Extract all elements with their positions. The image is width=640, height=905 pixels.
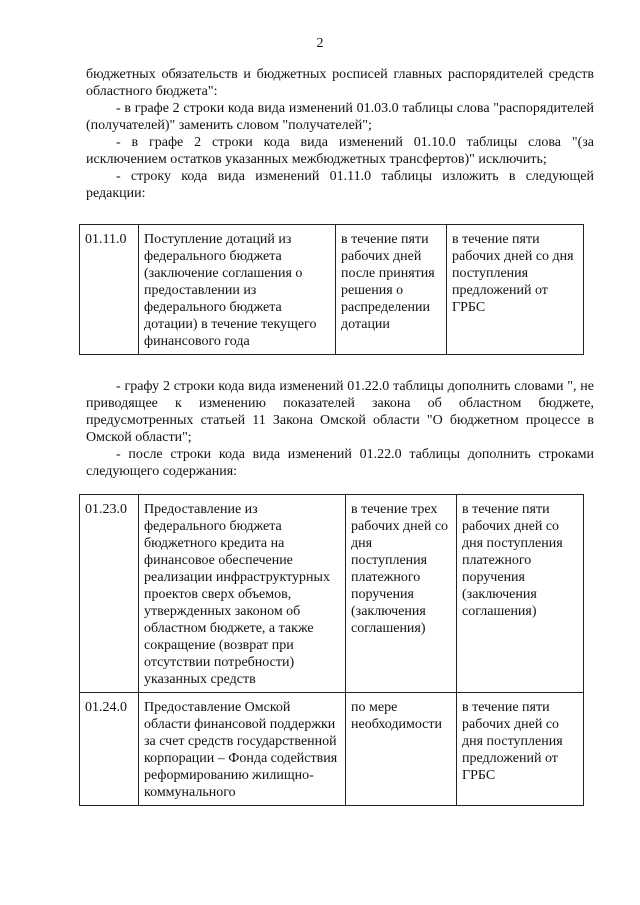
term1-cell: в течение пяти рабочих дней после принятия решения о распределении дотации <box>336 225 447 355</box>
name-cell: Предоставление из федерального бюджета бюджетного кредита на финансовое обеспечение реализации инфраструктурных проектов сверх объемов, утвержденных законом об областном бюджете, а также сокращение (возврат при отсутствии потребности) указанных средств <box>139 495 346 693</box>
paragraph-continuation: бюджетных обязательств и бюджетных росписей главных распорядителей средств областного бюджета": <box>86 67 594 99</box>
table-row <box>80 495 584 693</box>
term2-cell: в течение пяти рабочих дней со дня поступления предложений от ГРБС <box>457 693 584 806</box>
name-cell: Поступление дотаций из федерального бюджета (заключение соглашения о предоставлении из федерального бюджета дотации) в течение текущего финансового года <box>139 225 336 355</box>
paragraph-item-01-03 <box>86 100 594 134</box>
term2-cell: в течение пяти рабочих дней со дня поступления предложений от ГРБС <box>447 225 584 355</box>
paragraph-text: - графу 2 строки кода вида изменений 01.22.0 таблицы дополнить словами ", не приводящее к изменению показателей закона об областном бюджете, предусмотренных статьей 11 Закона Омской области "О бюджетном процессе в Омской области"; <box>86 379 594 445</box>
paragraph-item-01-11 <box>86 168 594 202</box>
name-cell: Предоставление Омской области финансовой поддержки за счет средств государственной корпорации – Фонда содействия реформированию жилищно-коммунального <box>139 693 346 806</box>
table-01-11 <box>79 224 584 355</box>
table-01-23-01-24 <box>79 494 584 806</box>
code-cell: 01.24.0 <box>80 693 139 806</box>
term1-cell: в течение трех рабочих дней со дня поступления платежного поручения (заключения соглашения) <box>346 495 457 693</box>
paragraph-item-01-22 <box>86 378 594 446</box>
page-number: 2 <box>316 36 324 51</box>
paragraph-item-after-01-22 <box>86 446 594 480</box>
term2-cell: в течение пяти рабочих дней со дня поступления платежного поручения (заключения соглашения) <box>457 495 584 693</box>
table-row <box>80 225 584 355</box>
paragraph-item-01-10 <box>86 134 594 168</box>
code-cell: 01.23.0 <box>80 495 139 693</box>
term1-cell: по мере необходимости <box>346 693 457 806</box>
table-row <box>80 693 584 806</box>
paragraph-text: - после строки кода вида изменений 01.22.0 таблицы дополнить строками следующего содержания: <box>86 447 594 479</box>
paragraph-text: - строку кода вида изменений 01.11.0 таблицы изложить в следующей редакции: <box>86 169 594 201</box>
paragraph-text: - в графе 2 строки кода вида изменений 01.03.0 таблицы слова "распорядителей (получателей)" заменить словом "получателей"; <box>86 101 594 133</box>
code-cell: 01.11.0 <box>80 225 139 355</box>
paragraph-text: - в графе 2 строки кода вида изменений 01.10.0 таблицы слова "(за исключением остатков указанных межбюджетных трансфертов)" исключить; <box>86 135 594 167</box>
